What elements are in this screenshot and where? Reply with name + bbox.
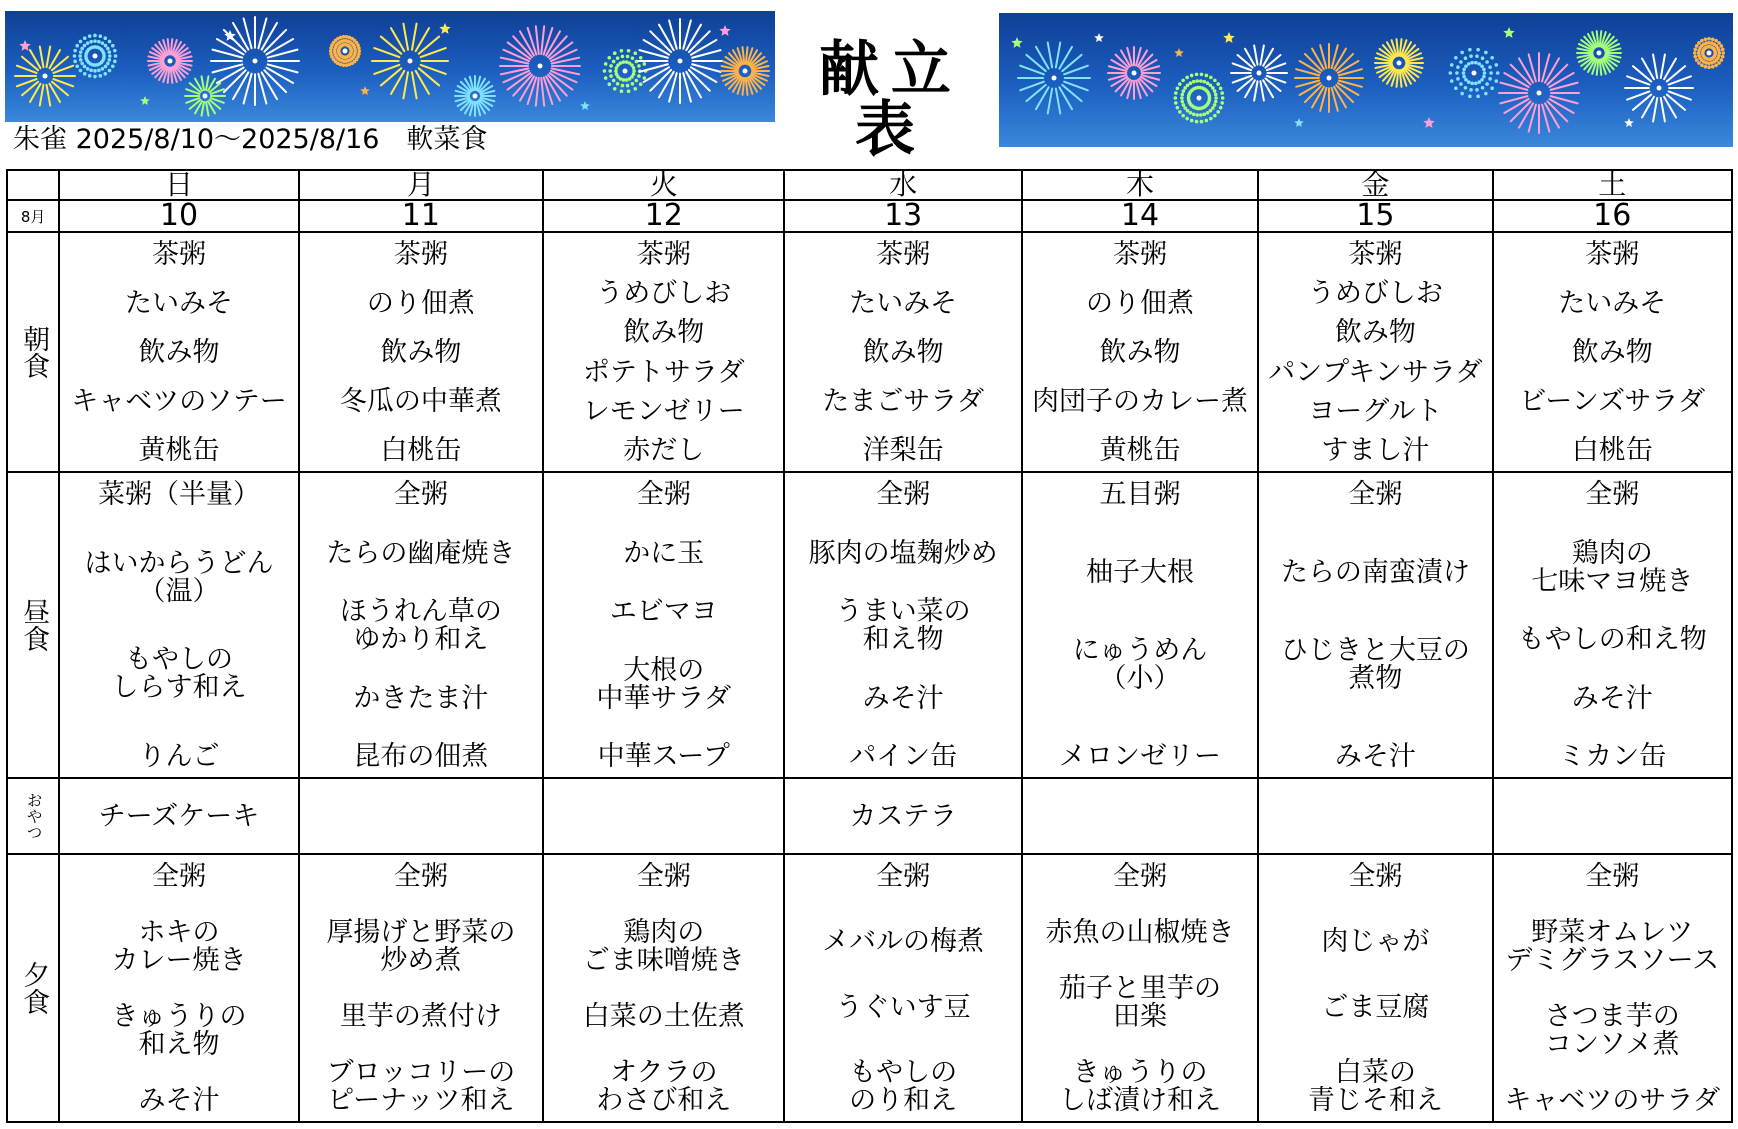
date-header-row xyxy=(7,200,1732,232)
menu-item: 茶粥 xyxy=(393,239,448,270)
date-header: 11 xyxy=(299,200,543,232)
menu-item: もやしの のり和え xyxy=(849,1056,958,1116)
menu-item-list xyxy=(60,473,297,777)
menu-item: もやしの しらす和え xyxy=(111,644,247,704)
fireworks-illustration xyxy=(5,11,775,122)
menu-item-list xyxy=(300,855,542,1121)
facility-date-range-diet-type: 朱雀 2025/8/10〜2025/8/16 軟菜食 xyxy=(13,124,488,155)
menu-item-list xyxy=(1259,779,1491,853)
dinner-cell xyxy=(1493,854,1732,1122)
snack-cell xyxy=(784,778,1021,854)
menu-item: 全粥 xyxy=(1585,479,1640,510)
breakfast-cell xyxy=(299,232,543,472)
sparkle-star xyxy=(719,25,730,36)
menu-item: 菜粥（半量） xyxy=(97,479,260,510)
menu-item: 厚揚げと野菜の 炒め煮 xyxy=(326,917,516,976)
menu-item: たいみそ xyxy=(1558,288,1667,319)
menu-item-list xyxy=(1023,855,1257,1121)
menu-item: みそ汁 xyxy=(1334,741,1416,772)
menu-item: うめびしお xyxy=(596,278,732,310)
menu-item: 鶏肉の 七味マヨ焼き xyxy=(1531,537,1694,597)
menu-item: かきたま汁 xyxy=(353,682,489,714)
menu-item-list xyxy=(1494,473,1731,777)
menu-item: うまい菜の 和え物 xyxy=(835,596,971,655)
fireworks-banner-right xyxy=(999,13,1733,147)
menu-item: 飲み物 xyxy=(1099,337,1181,368)
sparkle-star xyxy=(1094,33,1104,42)
sparkle-star xyxy=(1174,48,1184,57)
menu-item: たらの幽庵焼き xyxy=(326,537,516,569)
date-header: 12 xyxy=(543,200,784,232)
menu-item: 飲み物 xyxy=(1571,337,1653,368)
menu-item-list xyxy=(1259,855,1491,1121)
firework-burst xyxy=(1174,73,1225,124)
lunch-cell xyxy=(299,472,543,778)
breakfast-cell xyxy=(59,232,298,472)
meal-label-lunch: 昼食 xyxy=(7,472,59,778)
menu-item: にゅうめん （小） xyxy=(1072,635,1208,694)
dinner-cell xyxy=(1258,854,1492,1122)
menu-item-list xyxy=(60,855,297,1121)
menu-item-list xyxy=(785,473,1020,777)
firework-burst xyxy=(500,26,580,106)
menu-item: カステラ xyxy=(849,801,957,832)
menu-item: 全粥 xyxy=(1585,861,1640,892)
lunch-cell xyxy=(1258,472,1492,778)
menu-item-list xyxy=(544,473,783,777)
menu-item: 白菜の 青じそ和え xyxy=(1307,1056,1443,1116)
menu-item: 白菜の土佐煮 xyxy=(582,1001,745,1032)
menu-item-list xyxy=(60,233,297,471)
snack-cell xyxy=(59,778,298,854)
date-header: 13 xyxy=(784,200,1021,232)
lunch-cell xyxy=(543,472,784,778)
menu-item: ひじきと大豆の 煮物 xyxy=(1280,635,1470,694)
sparkle-star xyxy=(1503,27,1514,38)
menu-item: ごま豆腐 xyxy=(1321,991,1430,1023)
snack-cell xyxy=(1493,778,1732,854)
menu-item: 全粥 xyxy=(1348,861,1403,892)
dinner-cell xyxy=(299,854,543,1122)
menu-item: 飲み物 xyxy=(1334,317,1416,349)
menu-item: メロンゼリー xyxy=(1059,741,1222,772)
month-label: 8月 xyxy=(7,200,59,232)
menu-item: パイン缶 xyxy=(849,741,958,772)
menu-item: 全粥 xyxy=(636,479,691,510)
menu-item: かに玉 xyxy=(623,537,705,569)
menu-item: たまごサラダ xyxy=(822,386,985,417)
menu-item: 赤魚の山椒焼き xyxy=(1045,917,1235,948)
page-title: 献立表 xyxy=(819,35,963,165)
sparkle-star xyxy=(580,101,590,110)
corner-cell xyxy=(7,170,59,200)
menu-item-list xyxy=(60,779,297,853)
firework-burst xyxy=(372,24,448,99)
menu-item: 洋梨缶 xyxy=(862,435,944,466)
menu-item: キャベツのソテー xyxy=(71,386,287,417)
firework-burst xyxy=(1231,45,1287,100)
menu-item: もやしの和え物 xyxy=(1517,624,1707,655)
date-header: 10 xyxy=(59,200,298,232)
menu-item-list xyxy=(1259,233,1491,471)
menu-item: ブロッコリーの ピーナッツ和え xyxy=(326,1057,516,1116)
weekday-header: 土 xyxy=(1493,170,1732,200)
menu-item: 鶏肉の ごま味噌焼き xyxy=(582,917,745,976)
firework-burst xyxy=(721,47,769,95)
firework-burst xyxy=(148,39,192,83)
menu-item: ポテトサラダ xyxy=(582,356,745,388)
menu-item-list xyxy=(300,233,542,471)
menu-item: 白桃缶 xyxy=(1571,435,1653,466)
snack-cell xyxy=(1258,778,1492,854)
breakfast-row xyxy=(7,232,1732,472)
menu-item-list xyxy=(1023,473,1257,777)
firework-burst xyxy=(1375,39,1423,87)
menu-item: 全粥 xyxy=(151,861,206,892)
menu-item: 飲み物 xyxy=(862,337,944,368)
menu-item: 野菜オムレツ デミグラスソース xyxy=(1505,917,1720,976)
snack-cell xyxy=(543,778,784,854)
firework-burst xyxy=(211,17,299,105)
menu-item: 茶粥 xyxy=(636,239,691,270)
menu-item-list xyxy=(785,233,1020,471)
menu-item: さつま芋の コンソメ煮 xyxy=(1544,1001,1680,1060)
lunch-cell xyxy=(1493,472,1732,778)
firework-burst xyxy=(1693,37,1725,69)
firework-burst xyxy=(329,35,361,67)
menu-item: 五目粥 xyxy=(1099,479,1181,510)
firework-burst xyxy=(73,34,118,79)
fireworks-illustration xyxy=(999,13,1733,147)
weekday-header: 金 xyxy=(1258,170,1492,200)
menu-item: ミカン缶 xyxy=(1558,741,1667,772)
menu-item: 飲み物 xyxy=(380,337,462,368)
snack-cell xyxy=(1022,778,1258,854)
menu-item: 大根の 中華サラダ xyxy=(596,654,732,714)
menu-item-list xyxy=(1494,855,1731,1121)
menu-item: ほうれん草の ゆかり和え xyxy=(339,596,502,655)
menu-item: うぐいす豆 xyxy=(835,991,971,1023)
menu-item-list xyxy=(785,855,1020,1121)
menu-item: のり佃煮 xyxy=(366,288,475,319)
fireworks-banner-left xyxy=(5,11,775,122)
menu-item: 赤だし xyxy=(623,434,705,466)
breakfast-cell xyxy=(784,232,1021,472)
snack-cell xyxy=(299,778,543,854)
lunch-cell xyxy=(59,472,298,778)
menu-item-list xyxy=(1494,233,1731,471)
menu-item: パンプキンサラダ xyxy=(1268,356,1483,388)
menu-item: たらの南蛮漬け xyxy=(1280,557,1470,588)
menu-item: 全粥 xyxy=(393,479,448,510)
menu-item-list xyxy=(544,779,783,853)
menu-item: 茄子と里芋の 田楽 xyxy=(1059,973,1222,1032)
dinner-cell xyxy=(1022,854,1258,1122)
menu-item: 茶粥 xyxy=(876,239,931,270)
menu-item: 冬瓜の中華煮 xyxy=(339,386,502,417)
menu-item: 中華スープ xyxy=(597,741,730,772)
menu-item-list xyxy=(1023,233,1257,471)
menu-item: たいみそ xyxy=(124,288,233,319)
menu-item: 飲み物 xyxy=(623,317,705,349)
menu-item: 豚肉の塩麹炒め xyxy=(808,537,998,569)
menu-item: 茶粥 xyxy=(1585,239,1640,270)
menu-item-list xyxy=(1023,779,1257,853)
sparkle-star xyxy=(1624,118,1634,127)
menu-item: みそ汁 xyxy=(1571,682,1653,714)
lunch-cell xyxy=(784,472,1021,778)
menu-item: 柚子大根 xyxy=(1086,557,1195,588)
sparkle-star xyxy=(1294,118,1304,127)
sparkle-star xyxy=(1011,37,1022,48)
menu-item: 昆布の佃煮 xyxy=(353,741,489,772)
menu-item-list xyxy=(300,779,542,853)
sparkle-star xyxy=(1223,32,1234,43)
weekday-header: 日 xyxy=(59,170,298,200)
date-header: 15 xyxy=(1258,200,1492,232)
menu-item: ヨーグルト xyxy=(1308,395,1443,427)
menu-item: りんご xyxy=(138,740,220,772)
menu-item: すまし汁 xyxy=(1321,434,1430,466)
menu-item-list xyxy=(544,233,783,471)
menu-item: 白桃缶 xyxy=(380,435,462,466)
menu-item: 茶粥 xyxy=(1348,239,1403,270)
menu-item: 肉じゃが xyxy=(1321,926,1430,958)
menu-item: 黄桃缶 xyxy=(1099,435,1181,466)
date-header: 14 xyxy=(1022,200,1258,232)
menu-item: 茶粥 xyxy=(1113,239,1168,270)
lunch-cell xyxy=(1022,472,1258,778)
menu-item-list xyxy=(300,473,542,777)
meal-label-dinner: 夕食 xyxy=(7,854,59,1122)
firework-burst xyxy=(1295,44,1363,112)
menu-item: メバルの梅煮 xyxy=(822,926,985,958)
menu-item: のり佃煮 xyxy=(1086,288,1195,319)
dinner-cell xyxy=(784,854,1021,1122)
weekly-menu-table xyxy=(6,169,1733,1123)
menu-item: ビーンズサラダ xyxy=(1519,386,1706,417)
menu-item-list xyxy=(1259,473,1491,777)
firework-burst xyxy=(1625,55,1693,122)
breakfast-cell xyxy=(1493,232,1732,472)
menu-item: 全粥 xyxy=(876,479,931,510)
weekday-header: 火 xyxy=(543,170,784,200)
menu-item: 全粥 xyxy=(636,861,691,892)
menu-item: みそ汁 xyxy=(862,682,944,714)
sparkle-star xyxy=(1423,117,1434,128)
menu-item: 全粥 xyxy=(393,861,448,892)
menu-item: エビマヨ xyxy=(609,596,718,627)
firework-burst xyxy=(15,46,75,105)
weekday-header: 木 xyxy=(1022,170,1258,200)
weekday-header-row xyxy=(7,170,1732,200)
sparkle-star xyxy=(360,86,370,95)
date-header: 16 xyxy=(1493,200,1732,232)
menu-item-list xyxy=(785,779,1020,853)
menu-item-list xyxy=(1494,779,1731,853)
menu-item: 飲み物 xyxy=(138,337,220,368)
sparkle-star xyxy=(140,96,150,105)
firework-burst xyxy=(638,19,722,103)
breakfast-cell xyxy=(1022,232,1258,472)
menu-item-list xyxy=(544,855,783,1121)
sparkle-star xyxy=(439,23,450,34)
dinner-row xyxy=(7,854,1732,1122)
snack-row xyxy=(7,778,1732,854)
menu-item: 黄桃缶 xyxy=(138,435,220,466)
dinner-cell xyxy=(59,854,298,1122)
firework-burst xyxy=(1577,31,1621,75)
menu-item: はいからうどん （温） xyxy=(84,547,274,607)
menu-item: レモンゼリー xyxy=(582,395,745,427)
menu-item: たいみそ xyxy=(849,288,958,319)
breakfast-cell xyxy=(1258,232,1492,472)
menu-item: きゅうりの しば漬け和え xyxy=(1059,1057,1222,1116)
menu-item: 茶粥 xyxy=(151,239,206,270)
meal-label-snack: おやつ xyxy=(7,778,59,854)
firework-burst xyxy=(1108,47,1160,99)
menu-item: 全粥 xyxy=(1348,479,1403,510)
menu-item: うめびしお xyxy=(1307,278,1443,310)
menu-item: チーズケーキ xyxy=(98,801,260,832)
menu-item: きゅうりの 和え物 xyxy=(111,1001,247,1060)
lunch-row xyxy=(7,472,1732,778)
menu-item: オクラの わさび和え xyxy=(596,1057,732,1116)
dinner-cell xyxy=(543,854,784,1122)
breakfast-cell xyxy=(543,232,784,472)
meal-label-breakfast: 朝食 xyxy=(7,232,59,472)
sparkle-star xyxy=(19,40,30,51)
menu-item: 肉団子のカレー煮 xyxy=(1032,386,1249,417)
firework-burst xyxy=(1449,48,1500,98)
menu-item: 全粥 xyxy=(1113,861,1168,892)
menu-item: キャベツのサラダ xyxy=(1504,1085,1721,1116)
firework-burst xyxy=(1499,53,1579,133)
menu-item: 全粥 xyxy=(876,861,931,892)
weekday-header: 水 xyxy=(784,170,1021,200)
menu-item: ホキの カレー焼き xyxy=(111,917,247,976)
weekday-header: 月 xyxy=(299,170,543,200)
menu-item: みそ汁 xyxy=(138,1085,220,1116)
firework-burst xyxy=(1018,43,1090,114)
menu-item: 里芋の煮付け xyxy=(339,1001,502,1032)
firework-burst xyxy=(455,76,495,116)
